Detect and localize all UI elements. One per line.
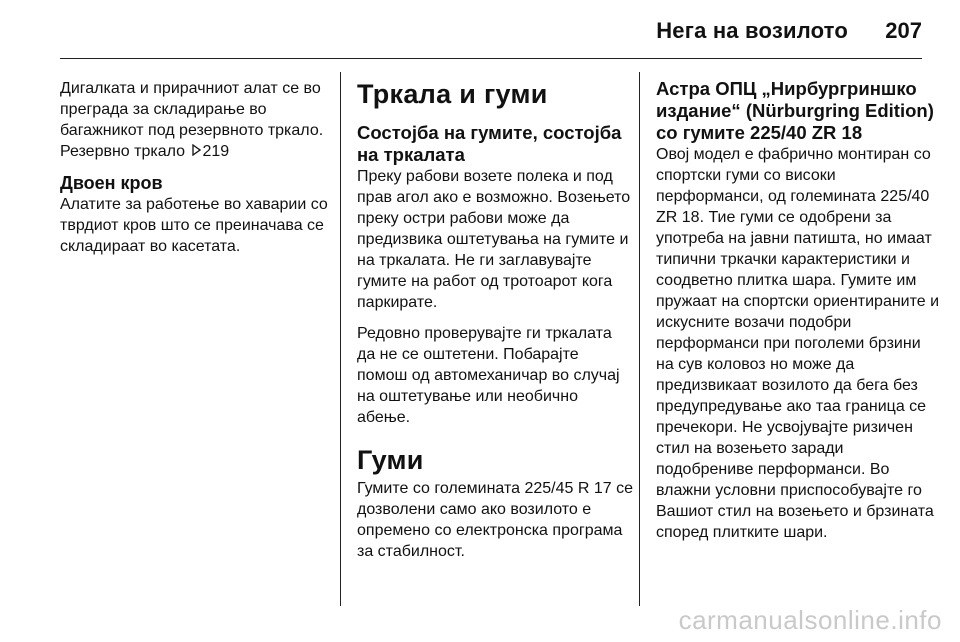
jack-storage-paragraph: [60, 78, 332, 162]
watermark: carmanualsonline.info: [678, 605, 942, 635]
tyre-condition-paragraph-1: Преку рабови возете полека и под прав агол ако е возможно. Возењето преку остри рабови може да предизвика оштетувања на гумите и на тркалата. Не ги заглавувајте гумите на работ од тротоарот кога паркирате.: [357, 168, 631, 311]
tyres-title: Гуми: [357, 445, 424, 475]
tyre-condition-paragraph-2: Редовно проверувајте ги тркалата да не се оштетени. Побарајте помош од автомеханичар во случај на оштетување или необично абење.: [357, 325, 620, 426]
triangle-right-icon: [192, 141, 201, 162]
tyre-condition-heading: Состојба на гумите, состојба на тркалата: [357, 122, 622, 165]
roof-text: Алатите за работење во хаварии со тврдиот кров што се преиначава се складираат во касетата.: [60, 196, 328, 255]
wheels-tyres-title: Тркала и гуми: [357, 79, 548, 109]
right-column: [656, 78, 942, 553]
nurburgring-text: Овој модел е фабрично монтиран со спортски гуми со високи перформанси, од големината 225/40 ZR 18. Тие гуми се одобрени за употреба на јавни патишта, но имаат типични тркачки карактеристики и соодветно плитка шара. Гумите им пружаат на спортски ориентираните и искусните возачи подобри перформанси при поголеми брзини на сув коловоз но може да предизвикаат возилото да бега без предупредување ако таа граница се пречекори. Не усвојувајте ризичен стил на возењето заради подобрениве перформанси. Во влажни условни приспособувајте го Вашиот стил на возењето и брзината според плитките шари.: [656, 146, 940, 541]
page-title: Нега на возилото: [656, 18, 848, 43]
header-rule: [60, 58, 922, 59]
roof-heading: Двоен кров: [60, 173, 163, 193]
nurburgring-heading: Астра ОПЦ „Нирбургриншко издание“ (Nürburgring Edition) со гумите 225/40 ZR 18: [656, 78, 934, 143]
page-header: [0, 0, 960, 60]
tyres-text: Гумите со големината 225/45 R 17 се дозволени само ако возилото е опремено со електронска програма за стабилност.: [357, 480, 633, 560]
column-divider-right: [639, 72, 640, 606]
page-reference-link[interactable]: 219: [202, 143, 230, 160]
column-divider-left: [340, 72, 341, 606]
middle-column: [357, 78, 633, 572]
jack-storage-text: Дигалката и прирачниот алат се во преграда за складирање во багажникот под резервното тркало. Резервно тркало: [60, 80, 324, 160]
page-number: 207: [885, 18, 922, 43]
left-column: [60, 78, 332, 267]
